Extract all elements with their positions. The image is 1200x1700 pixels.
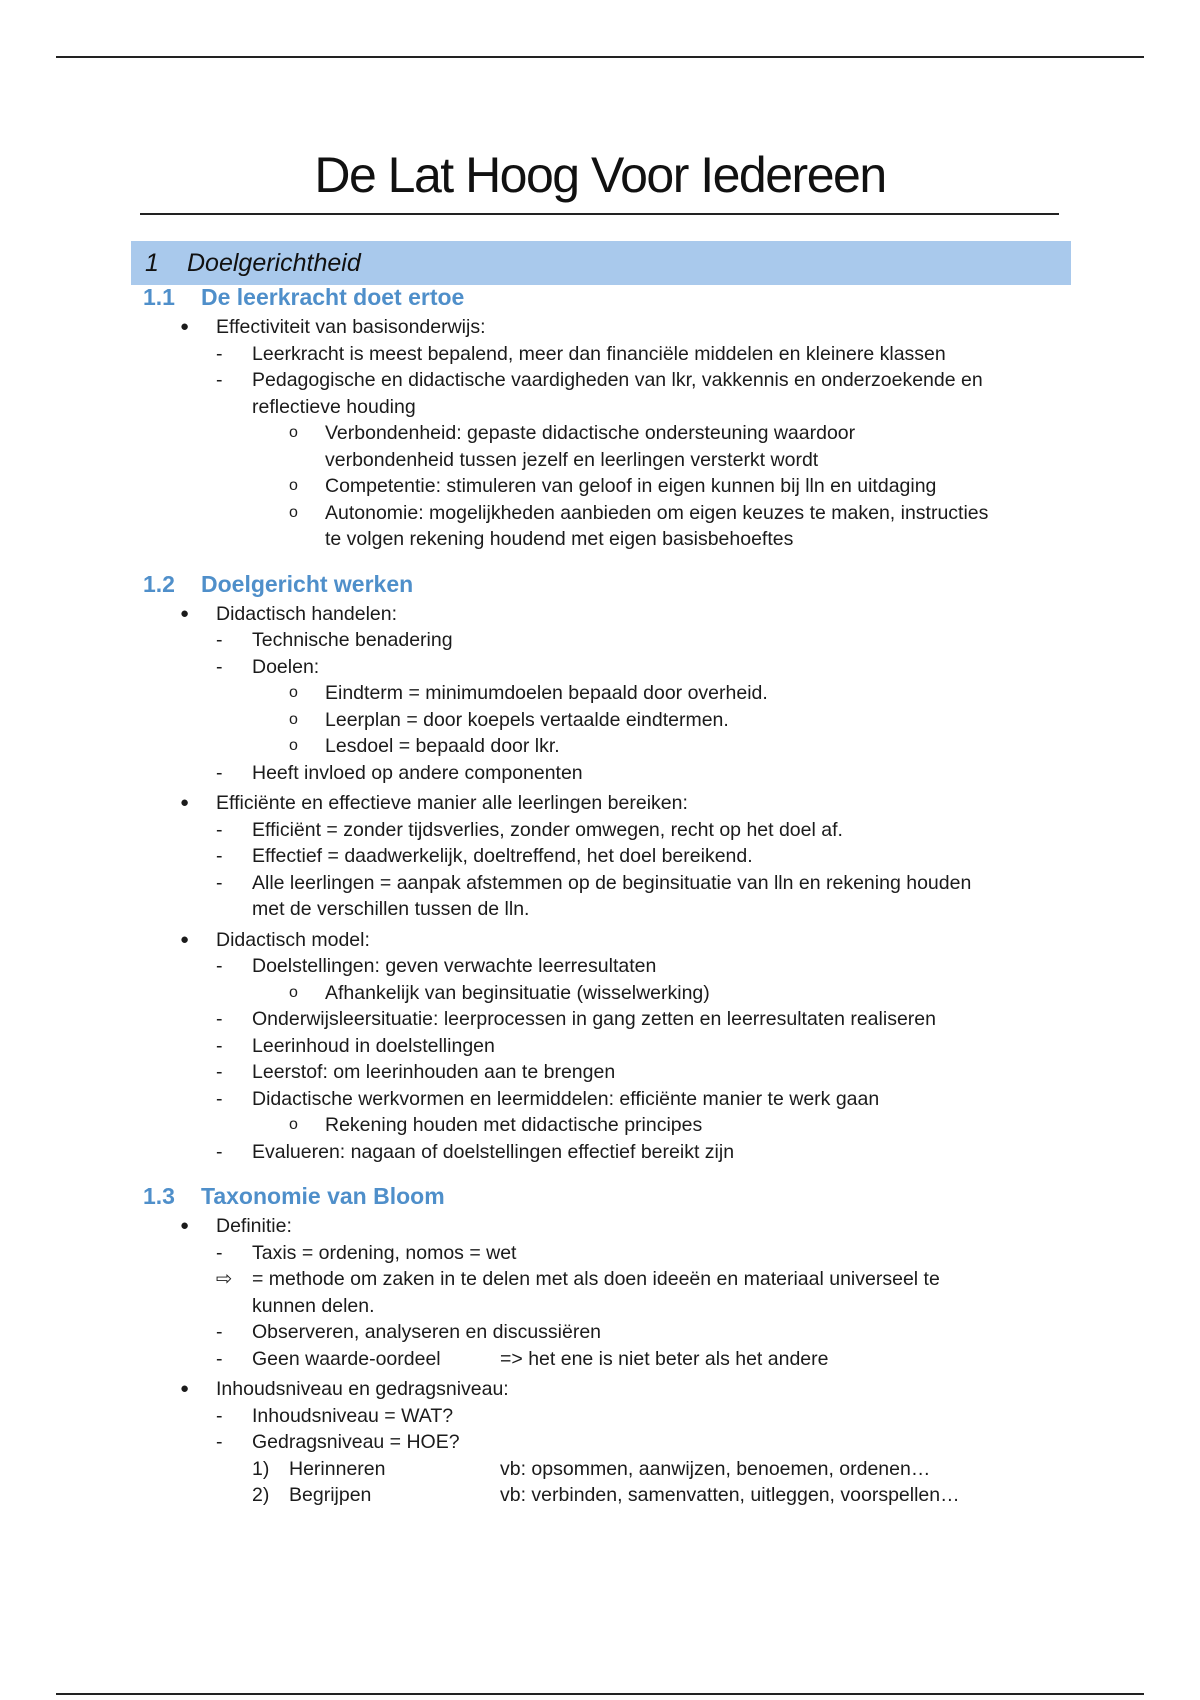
arrow-item (0, 1266, 1200, 1293)
bullet-icon: ● (180, 930, 190, 948)
subheading-title: Doelgericht werken (201, 570, 414, 597)
bullet-icon: ● (180, 1217, 190, 1234)
dash-text: Effectief = daadwerkelijk, doeltreffend, het doel bereikend. (252, 845, 753, 867)
dash-text: Didactische werkvormen en leermiddelen: efficiënte manier te werk gaan (252, 1087, 880, 1110)
dash-icon: - (216, 1034, 223, 1057)
circle-icon: o (289, 710, 298, 728)
dash-text: Inhoudsniveau = WAT? (252, 1404, 454, 1427)
document-title: De Lat Hoog Voor Iedereen (314, 147, 886, 203)
arrow-item-continued: kunnen delen. (252, 1294, 375, 1317)
circle-text: Competentie: stimuleren van geloof in eigen kunnen bij lln en uitdaging (325, 475, 937, 497)
dash-item (0, 1319, 1200, 1346)
circle-item (0, 473, 1200, 500)
bottom-rule (56, 1693, 1144, 1695)
dash-item (0, 1033, 1200, 1060)
dash-item (0, 1006, 1200, 1033)
bullet-item (0, 314, 1200, 341)
dash-item-continued: reflectieve houding (252, 395, 416, 418)
circle-text: Afhankelijk van beginsituatie (wisselwerking) (325, 981, 710, 1004)
circle-item (0, 420, 1200, 447)
dash-icon: - (216, 1087, 223, 1110)
circle-icon: o (289, 503, 298, 521)
dash-text: Doelen: (252, 655, 320, 678)
subheading-number: 1.3 (143, 1183, 175, 1209)
dash-text: Evalueren: nagaan of doelstellingen effectief bereikt zijn (252, 1140, 735, 1163)
dash-icon: - (216, 342, 223, 365)
dash-item (0, 1429, 1200, 1456)
bullet-icon: ● (180, 794, 190, 811)
circle-icon: o (289, 1116, 298, 1133)
item-term: Herinneren (289, 1457, 386, 1480)
dash-icon: - (216, 845, 223, 867)
circle-icon: o (289, 477, 298, 494)
subheading-1-2 (0, 571, 1200, 601)
dash-item-continued: met de verschillen tussen de lln. (252, 898, 530, 920)
dash-item (0, 1139, 1200, 1166)
subheading-number: 1.2 (143, 570, 175, 597)
circle-item-continued: te volgen rekening houdend met eigen basisbehoeftes (325, 528, 794, 550)
dash-icon: - (216, 1404, 223, 1427)
circle-text: Autonomie: mogelijkheden aanbieden om eigen keuzes te maken, instructies (325, 501, 989, 524)
dash-item (0, 953, 1200, 980)
circle-item-continued: verbondenheid tussen jezelf en leerlingen versterkt wordt (325, 448, 819, 471)
dash-icon: - (216, 655, 223, 678)
top-rule (56, 56, 1144, 58)
dash-text: Geen waarde-oordeel (252, 1347, 441, 1370)
dash-item (0, 817, 1200, 844)
circle-text: Leerplan = door koepels vertaalde eindtermen. (325, 708, 729, 731)
dash-item (0, 1346, 1200, 1373)
section-heading (131, 241, 1071, 285)
circle-icon: o (289, 684, 298, 701)
dash-icon: - (216, 1241, 223, 1264)
circle-item (0, 733, 1200, 760)
item-number: 1) (252, 1457, 270, 1480)
item-term: Begrijpen (289, 1484, 372, 1506)
dash-icon: - (216, 955, 223, 977)
bullet-text: Didactisch model: (216, 928, 370, 951)
section-number: 1 (145, 248, 159, 277)
circle-text: Verbondenheid: gepaste didactische ondersteuning waardoor (325, 422, 856, 444)
subheading-title: Taxonomie van Bloom (201, 1183, 445, 1209)
bullet-item (0, 790, 1200, 817)
dash-item (0, 1403, 1200, 1430)
numbered-item (0, 1456, 1200, 1483)
bullet-text: Efficiënte en effectieve manier alle leerlingen bereiken: (216, 792, 688, 814)
dash-icon: - (216, 871, 223, 894)
dash-item (0, 1059, 1200, 1086)
dash-text: Leerinhoud in doelstellingen (252, 1034, 495, 1057)
circle-text: Rekening houden met didactische principes (325, 1114, 703, 1136)
bullet-text: Effectiviteit van basisonderwijs: (216, 316, 486, 338)
bullet-text: Inhoudsniveau en gedragsniveau: (216, 1378, 509, 1400)
dash-text: Alle leerlingen = aanpak afstemmen op de beginsituatie van lln en rekening houden (252, 871, 972, 894)
circle-item (0, 500, 1200, 527)
dash-text: Leerkracht is meest bepalend, meer dan financiële middelen en kleinere klassen (252, 342, 946, 365)
bullet-item (0, 1213, 1200, 1240)
dash-text: Heeft invloed op andere componenten (252, 761, 583, 784)
document-body (0, 284, 1200, 1509)
dash-icon: - (216, 629, 223, 651)
dash-item (0, 341, 1200, 368)
arrow-icon: ⇨ (216, 1268, 233, 1290)
title-underline (140, 213, 1059, 215)
dash-text: Onderwijsleersituatie: leerprocessen in gang zetten en leerresultaten realiseren (252, 1008, 936, 1030)
dash-item (0, 870, 1200, 897)
dash-text: Pedagogische en didactische vaardigheden van lkr, vakkennis en onderzoekende en (252, 369, 983, 391)
circle-icon: o (289, 983, 298, 1001)
dash-icon: - (216, 1140, 223, 1163)
circle-text: Eindterm = minimumdoelen bepaald door overheid. (325, 682, 768, 704)
dash-icon: - (216, 1347, 223, 1370)
bullet-icon: ● (180, 1380, 190, 1397)
subheading-1-1 (0, 284, 1200, 314)
circle-text: Lesdoel = bepaald door lkr. (325, 735, 560, 757)
dash-item (0, 627, 1200, 654)
dash-icon: - (216, 818, 223, 841)
arrow-text: = methode om zaken in te delen met als doen ideeën en materiaal universeel te (252, 1268, 940, 1290)
subheading-number: 1.1 (143, 284, 175, 310)
bullet-text: Definitie: (216, 1215, 292, 1237)
circle-item (0, 980, 1200, 1007)
subheading-1-3 (0, 1183, 1200, 1213)
dash-item (0, 654, 1200, 681)
dash-item (0, 1240, 1200, 1267)
circle-icon: o (289, 737, 298, 754)
bullet-item (0, 601, 1200, 628)
dash-item (0, 367, 1200, 394)
dash-text: Leerstof: om leerinhouden aan te brengen (252, 1061, 616, 1083)
circle-icon: o (289, 424, 298, 441)
dash-icon: - (216, 1061, 223, 1083)
dash-item (0, 843, 1200, 870)
circle-item (0, 1112, 1200, 1139)
numbered-item (0, 1482, 1200, 1509)
dash-icon: - (216, 1008, 223, 1030)
dash-icon: - (216, 1321, 223, 1343)
bullet-icon: ● (180, 318, 190, 335)
bullet-icon: ● (180, 604, 190, 622)
subheading-title: De leerkracht doet ertoe (201, 284, 465, 310)
bullet-item (0, 1376, 1200, 1403)
dash-text-aside: => het ene is niet beter als het andere (500, 1347, 829, 1370)
dash-item (0, 760, 1200, 787)
dash-icon: - (216, 369, 223, 391)
section-title: Doelgerichtheid (187, 248, 361, 277)
item-example: vb: opsommen, aanwijzen, benoemen, ordenen… (500, 1457, 931, 1480)
bullet-text: Didactisch handelen: (216, 602, 398, 625)
dash-text: Doelstellingen: geven verwachte leerresultaten (252, 955, 657, 977)
dash-text: Technische benadering (252, 629, 453, 651)
dash-text: Gedragsniveau = HOE? (252, 1431, 460, 1453)
dash-text: Efficiënt = zonder tijdsverlies, zonder omwegen, recht op het doel af. (252, 818, 843, 841)
dash-text: Taxis = ordening, nomos = wet (252, 1241, 517, 1264)
dash-icon: - (216, 1431, 223, 1453)
circle-item (0, 707, 1200, 734)
dash-item (0, 1086, 1200, 1113)
dash-icon: - (216, 761, 223, 784)
bullet-item (0, 927, 1200, 954)
dash-text: Observeren, analyseren en discussiëren (252, 1321, 602, 1343)
circle-item (0, 680, 1200, 707)
item-number: 2) (252, 1484, 270, 1506)
item-example: vb: verbinden, samenvatten, uitleggen, voorspellen… (500, 1484, 960, 1506)
